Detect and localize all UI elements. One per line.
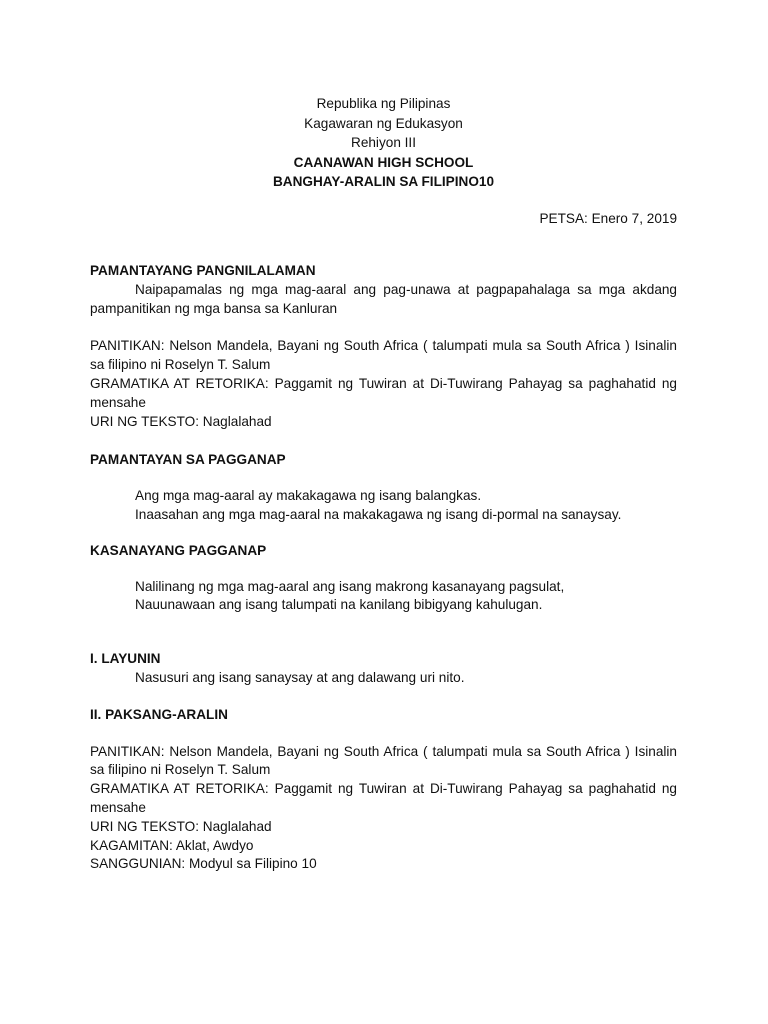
- header-school: CAANAWAN HIGH SCHOOL: [293, 154, 474, 170]
- competency-item: Nalilinang ng mga mag-aaral ang isang makrong kasanayang pagsulat,: [135, 578, 565, 594]
- document-header: [90, 94, 677, 192]
- lesson-literature-1: PANITIKAN: Nelson Mandela, Bayani ng South Africa ( talumpati mula sa South Africa ) Isinalin sa filipino ni Roselyn T. Salum: [90, 338, 677, 373]
- lesson-references: SANGGUNIAN: Modyul sa Filipino 10: [90, 856, 317, 872]
- performance-standard-item: Inaasahan ang mga mag-aaral na makakagawa ng isang di-pormal na sanaysay.: [135, 507, 622, 523]
- header-republic: Republika ng Pilipinas: [316, 96, 451, 111]
- lesson-text-type-2: URI NG TEKSTO: Naglalahad: [90, 818, 272, 834]
- document-page: [90, 94, 677, 874]
- document-date: PETSA: Enero 7, 2019: [539, 210, 677, 226]
- objectives-text: Nasusuri ang isang sanaysay at ang dalawang uri nito.: [135, 670, 465, 686]
- lesson-literature-2: PANITIKAN: Nelson Mandela, Bayani ng South Africa ( talumpati mula sa South Africa ) Isinalin sa filipino ni Roselyn T. Salum: [90, 743, 677, 778]
- lesson-grammar-1: GRAMATIKA AT RETORIKA: Paggamit ng Tuwiran at Di-Tuwirang Pahayag sa paghahatid ng mensahe: [90, 376, 677, 410]
- competency-item: Nauunawaan ang isang talumpati na kanilang bibigyang kahulugan.: [135, 597, 543, 613]
- competency-heading: KASANAYANG PAGGANAP: [90, 542, 267, 558]
- performance-standard-heading: PAMANTAYAN SA PAGGANAP: [90, 452, 286, 468]
- objectives-heading: I. LAYUNIN: [90, 651, 161, 667]
- header-region: Rehiyon III: [351, 135, 416, 150]
- lesson-text-type-1: URI NG TEKSTO: Naglalahad: [90, 413, 272, 429]
- content-standard-text: Naipapamalas ng mga mag-aaral ang pag-unawa at pagpapahalaga sa mga akdang pampanitikan ng mga bansa sa Kanluran: [90, 282, 677, 316]
- lesson-materials: KAGAMITAN: Aklat, Awdyo: [90, 837, 254, 853]
- header-plan-title: BANGHAY-ARALIN SA FILIPINO10: [272, 174, 495, 189]
- performance-standard-item: Ang mga mag-aaral ay makakagawa ng isang balangkas.: [135, 488, 482, 504]
- lesson-grammar-2: GRAMATIKA AT RETORIKA: Paggamit ng Tuwiran at Di-Tuwirang Pahayag sa paghahatid ng mensahe: [90, 781, 677, 816]
- subject-matter-heading: II. PAKSANG-ARALIN: [90, 706, 228, 722]
- header-department: Kagawaran ng Edukasyon: [304, 115, 463, 131]
- content-standard-heading: PAMANTAYANG PANGNILALAMAN: [90, 263, 316, 279]
